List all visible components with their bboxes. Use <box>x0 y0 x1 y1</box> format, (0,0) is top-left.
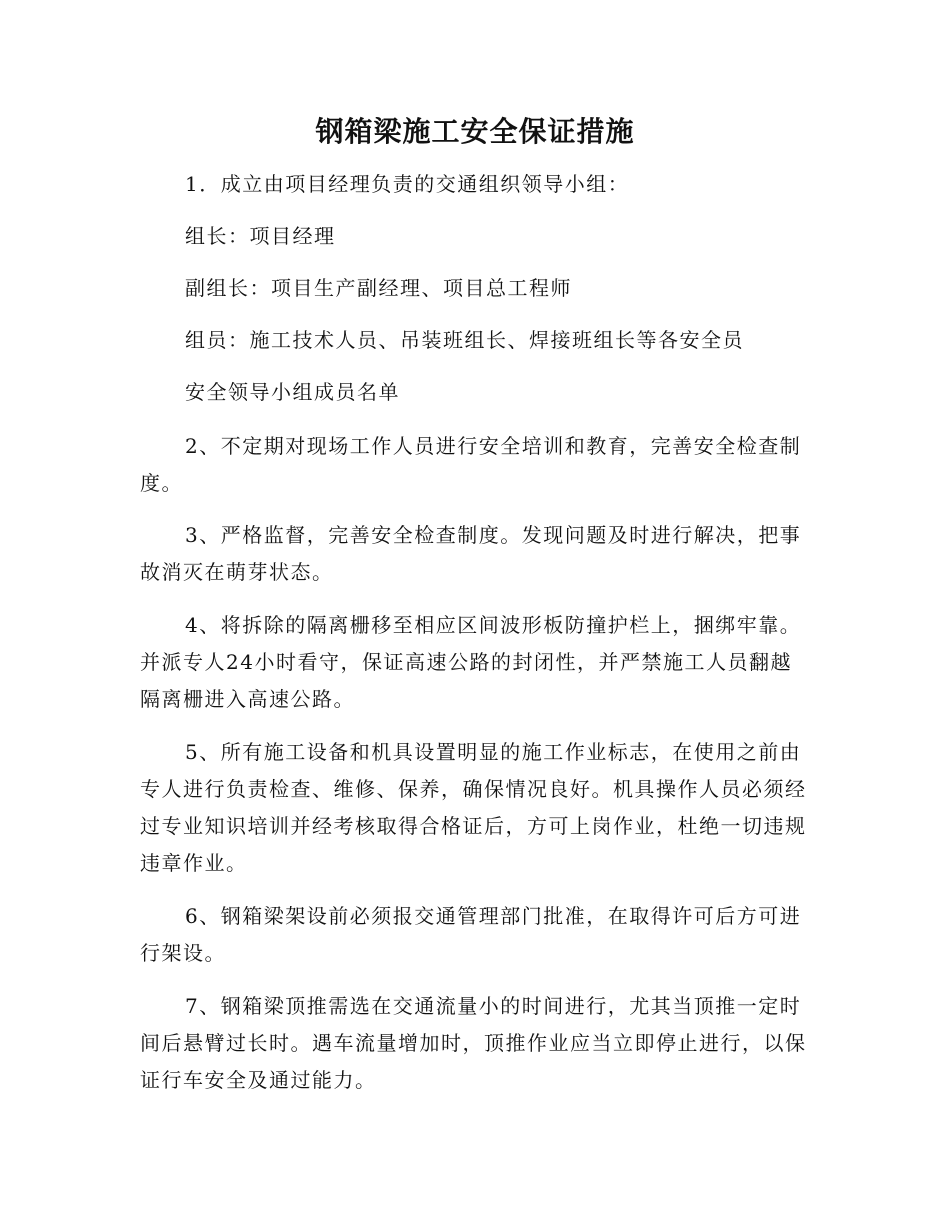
paragraph-1: 1．成立由项目经理负责的交通组织领导小组： <box>185 172 630 196</box>
paragraph-5: 5、所有施工设备和机具设置明显的施工作业标志，在使用之前由专人进行负责检查、维修、保养，确保情况良好。机具操作人员必须经过专业知识培训并经考核取得合格证后，方可上岗作业，杜绝一切违规违章作业。 <box>140 740 807 875</box>
paragraph-member-list: 安全领导小组成员名单 <box>185 380 400 404</box>
paragraph-2: 2、不定期对现场工作人员进行安全培训和教育，完善安全检查制度。 <box>140 434 802 495</box>
paragraph-7: 7、钢箱梁顶推需选在交通流量小的时间进行，尤其当顶推一定时间后悬臂过长时。遇车流量增加时，顶推作业应当立即停止进行，以保证行车安全及通过能力。 <box>140 994 807 1092</box>
paragraph-members: 组员：施工技术人员、吊装班组长、焊接班组长等各安全员 <box>185 328 744 352</box>
paragraph-6: 6、钢箱梁架设前必须报交通管理部门批准，在取得许可后方可进行架设。 <box>140 904 802 965</box>
document-title: 钢箱梁施工安全保证措施 <box>315 115 635 148</box>
paragraph-team-leader: 组长：项目经理 <box>185 224 336 248</box>
paragraph-deputy-leader: 副组长：项目生产副经理、项目总工程师 <box>185 276 572 300</box>
paragraph-3: 3、严格监督，完善安全检查制度。发现问题及时进行解决，把事故消灭在萌芽状态。 <box>140 523 802 584</box>
paragraph-4: 4、将拆除的隔离栅移至相应区间波形板防撞护栏上，捆绑牢靠。并派专人24小时看守，保证高速公路的封闭性，并严禁施工人员翻越隔离栅进入高速公路。 <box>140 613 802 711</box>
